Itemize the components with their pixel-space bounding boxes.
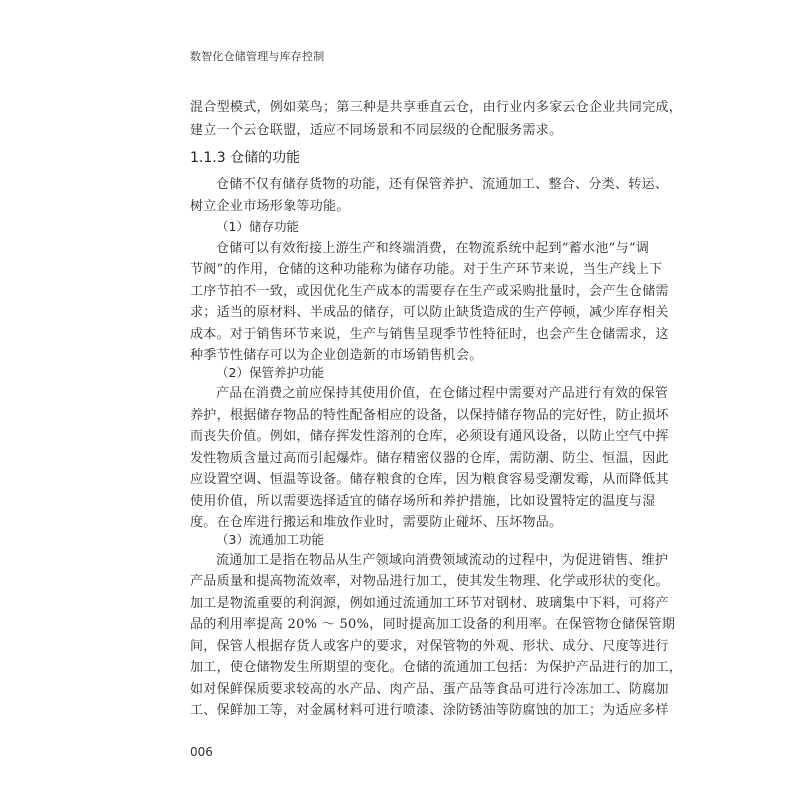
body-text-line: 间，保管人根据存货人或客户的要求，对保管物的外观、形状、成分、尺度等进行	[190, 639, 669, 654]
body-text-line: 品的利用率提高 20% ～ 50%，同时提高加工设备的利用率。在保管物仓储保管期	[190, 617, 676, 632]
body-text-line: 成本。对于销售环节来说，生产与销售呈现季节性特征时，也会产生仓储需求，这	[190, 327, 669, 342]
body-text-line: 工、保鲜加工等，对金属材料可进行喷漆、涂防锈油等防腐蚀的加工；为适应多样	[190, 703, 669, 718]
body-text-line: 种季节性储存可以为企业创造新的市场销售机会。	[190, 348, 483, 363]
body-text-line: 建立一个云仓联盟，适应不同场景和不同层级的仓配服务需求。	[190, 123, 563, 138]
body-text-line: 工序节拍不一致，或因优化生产成本的需要存在生产或采购批量时，会产生仓储需	[190, 284, 669, 299]
body-text-line: 而丧失价值。例如，储存挥发性溶剂的仓库，必须设有通风设备，以防止空气中挥	[190, 429, 669, 444]
sub-heading: （1）储存功能	[216, 219, 299, 234]
body-text-line: 求；适当的原材料、半成品的储存，可以防止缺货造成的生产停顿，减少库存相关	[190, 305, 669, 320]
body-text-line: 发性物质含量过高而引起爆炸。储存精密仪器的仓库，需防潮、防尘、恒温，因此	[190, 451, 669, 466]
body-text-line: 仓储可以有效衔接上游生产和终端消费，在物流系统中起到“蓄水池”与“调	[216, 241, 650, 256]
body-text-line: 产品在消费之前应保持其使用价值，在仓储过程中需要对产品进行有效的保管	[216, 386, 669, 401]
sub-heading: （2）保管养护功能	[216, 365, 324, 380]
section-heading: 1.1.3 仓储的功能	[190, 150, 301, 166]
body-text-line: 度。在仓库进行搬运和堆放作业时，需要防止碰坏、压坏物品。	[190, 515, 563, 530]
page-header: 数智化仓储管理与库存控制	[190, 50, 325, 63]
body-text-line: 养护，根据储存物品的特性配备相应的设备，以保持储存物品的完好性，防止损坏	[190, 408, 669, 423]
body-text-line: 加工，使仓储物发生所期望的变化。仓储的流通加工包括：为保护产品进行的加工，	[190, 660, 683, 675]
body-text-line: 仓储不仅有储存货物的功能，还有保管养护、流通加工、整合、分类、转运、	[216, 177, 669, 192]
body-text-line: 使用价值，所以需要选择适宜的储存场所和养护措施，比如设置特定的温度与湿	[190, 494, 656, 509]
sub-heading: （3）流通加工功能	[216, 532, 324, 547]
body-text-line: 产品质量和提高物流效率，对物品进行加工，使其发生物理、化学或形状的变化。	[190, 574, 669, 589]
page-number: 006	[190, 745, 213, 759]
body-text-line: 树立企业市场形象等功能。	[190, 199, 350, 214]
body-text-line: 如对保鲜保质要求较高的水产品、肉产品、蛋产品等食品可进行冷冻加工、防腐加	[190, 682, 669, 697]
body-text-line: 节阀”的作用，仓储的这种功能称为储存功能。对于生产环节来说，当生产线上下	[190, 262, 663, 277]
body-text-line: 混合型模式，例如菜鸟；第三种是共享垂直云仓，由行业内多家云仓企业共同完成，	[190, 100, 683, 115]
body-text-line: 加工是物流重要的利润源，例如通过流通加工环节对钢材、玻璃集中下料，可将产	[190, 596, 669, 611]
body-text-line: 应设置空调、恒温等设备。储存粮食的仓库，因为粮食容易受潮发霉，从而降低其	[190, 472, 669, 487]
body-text-line: 流通加工是指在物品从生产领域向消费领域流动的过程中，为促进销售、维护	[216, 553, 669, 568]
